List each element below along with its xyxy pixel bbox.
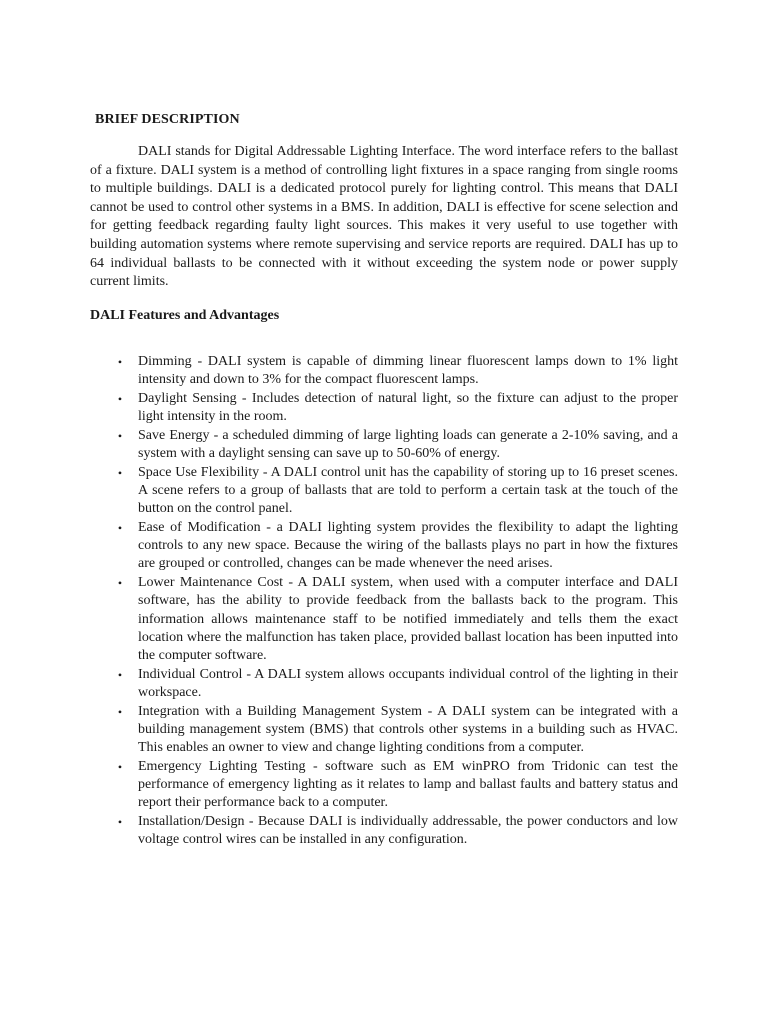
feature-text: Integration with a Building Management System - A DALI system can be integrated with a building management system (BMS) that controls other systems in a building such as HVAC. This enables an owner to view and change lighting conditions from a computer. [138, 703, 678, 756]
bullet-icon: • [117, 428, 123, 443]
list-item [90, 390, 678, 426]
section-heading-features: DALI Features and Advantages [90, 307, 280, 323]
section-heading-brief-description: BRIEF DESCRIPTION [95, 112, 240, 127]
bullet-icon: • [117, 354, 123, 369]
list-item [90, 813, 678, 849]
feature-text: Save Energy - a scheduled dimming of large lighting loads can generate a 2-10% saving, and a system with a daylight sensing can save up to 50-60% of energy. [138, 427, 678, 461]
list-item [90, 519, 678, 574]
feature-text: Installation/Design - Because DALI is individually addressable, the power conductors and low voltage control wires can be installed in any configuration. [138, 814, 678, 848]
list-item [90, 703, 678, 758]
bullet-icon: • [117, 465, 123, 480]
feature-text: Emergency Lighting Testing - software such as EM winPRO from Tridonic can test the performance of emergency lighting as it relates to lamp and ballast faults and battery status and report their performance back to a computer. [138, 758, 678, 811]
bullet-icon: • [117, 815, 123, 830]
bullet-icon: • [117, 391, 123, 406]
bullet-icon: • [117, 576, 123, 591]
feature-text: Space Use Flexibility - A DALI control unit has the capability of storing up to 16 preset scenes. A scene refers to a group of ballasts that are told to perform a certain task at the touch of the button on the control panel. [138, 464, 678, 517]
feature-text: Lower Maintenance Cost - A DALI system, when used with a computer interface and DALI software, has the ability to provide feedback from the ballasts back to the program. This information allows maintenance staff to be notified immediately and tells them the exact location where the malfunction has taken place, provided ballast location has been inputted into the computer software. [138, 575, 678, 663]
bullet-icon: • [117, 704, 123, 719]
bullet-icon: • [117, 667, 123, 682]
intro-paragraph: DALI stands for Digital Addressable Lighting Interface. The word interface refers to the ballast of a fixture. DALI system is a method of controlling light fixtures in a space ranging from single rooms to multiple buildings. DALI is a dedicated protocol purely for lighting control. This means that DALI cannot be used to control other systems in a BMS. In addition, DALI is effective for scene selection and for getting feedback regarding faulty light sources. This makes it very useful to use together with building automation systems where remote supervising and service reports are required. DALI has up to 64 individual ballasts to be connected with it without exceeding the system node or power supply current limits. [90, 144, 678, 290]
list-item [90, 574, 678, 665]
feature-text: Individual Control - A DALI system allows occupants individual control of the lighting in their workspace. [138, 666, 678, 700]
list-item [90, 464, 678, 519]
feature-text: Daylight Sensing - Includes detection of natural light, so the fixture can adjust to the proper light intensity in the room. [138, 390, 678, 424]
list-item [90, 758, 678, 813]
bullet-icon: • [117, 520, 123, 535]
list-item [90, 427, 678, 463]
bullet-icon: • [117, 759, 123, 774]
feature-text: Ease of Modification - a DALI lighting system provides the flexibility to adapt the lighting controls to any new space. Because the wiring of the ballasts plays no part in how the fixtures are grouped or controlled, changes can be made whenever the need arises. [138, 519, 678, 572]
list-item [90, 353, 678, 389]
feature-text: Dimming - DALI system is capable of dimming linear fluorescent lamps down to 1% light intensity and down to 3% for the compact fluorescent lamps. [138, 353, 678, 387]
document-page [90, 108, 678, 850]
list-item [90, 666, 678, 702]
features-list [90, 353, 678, 850]
